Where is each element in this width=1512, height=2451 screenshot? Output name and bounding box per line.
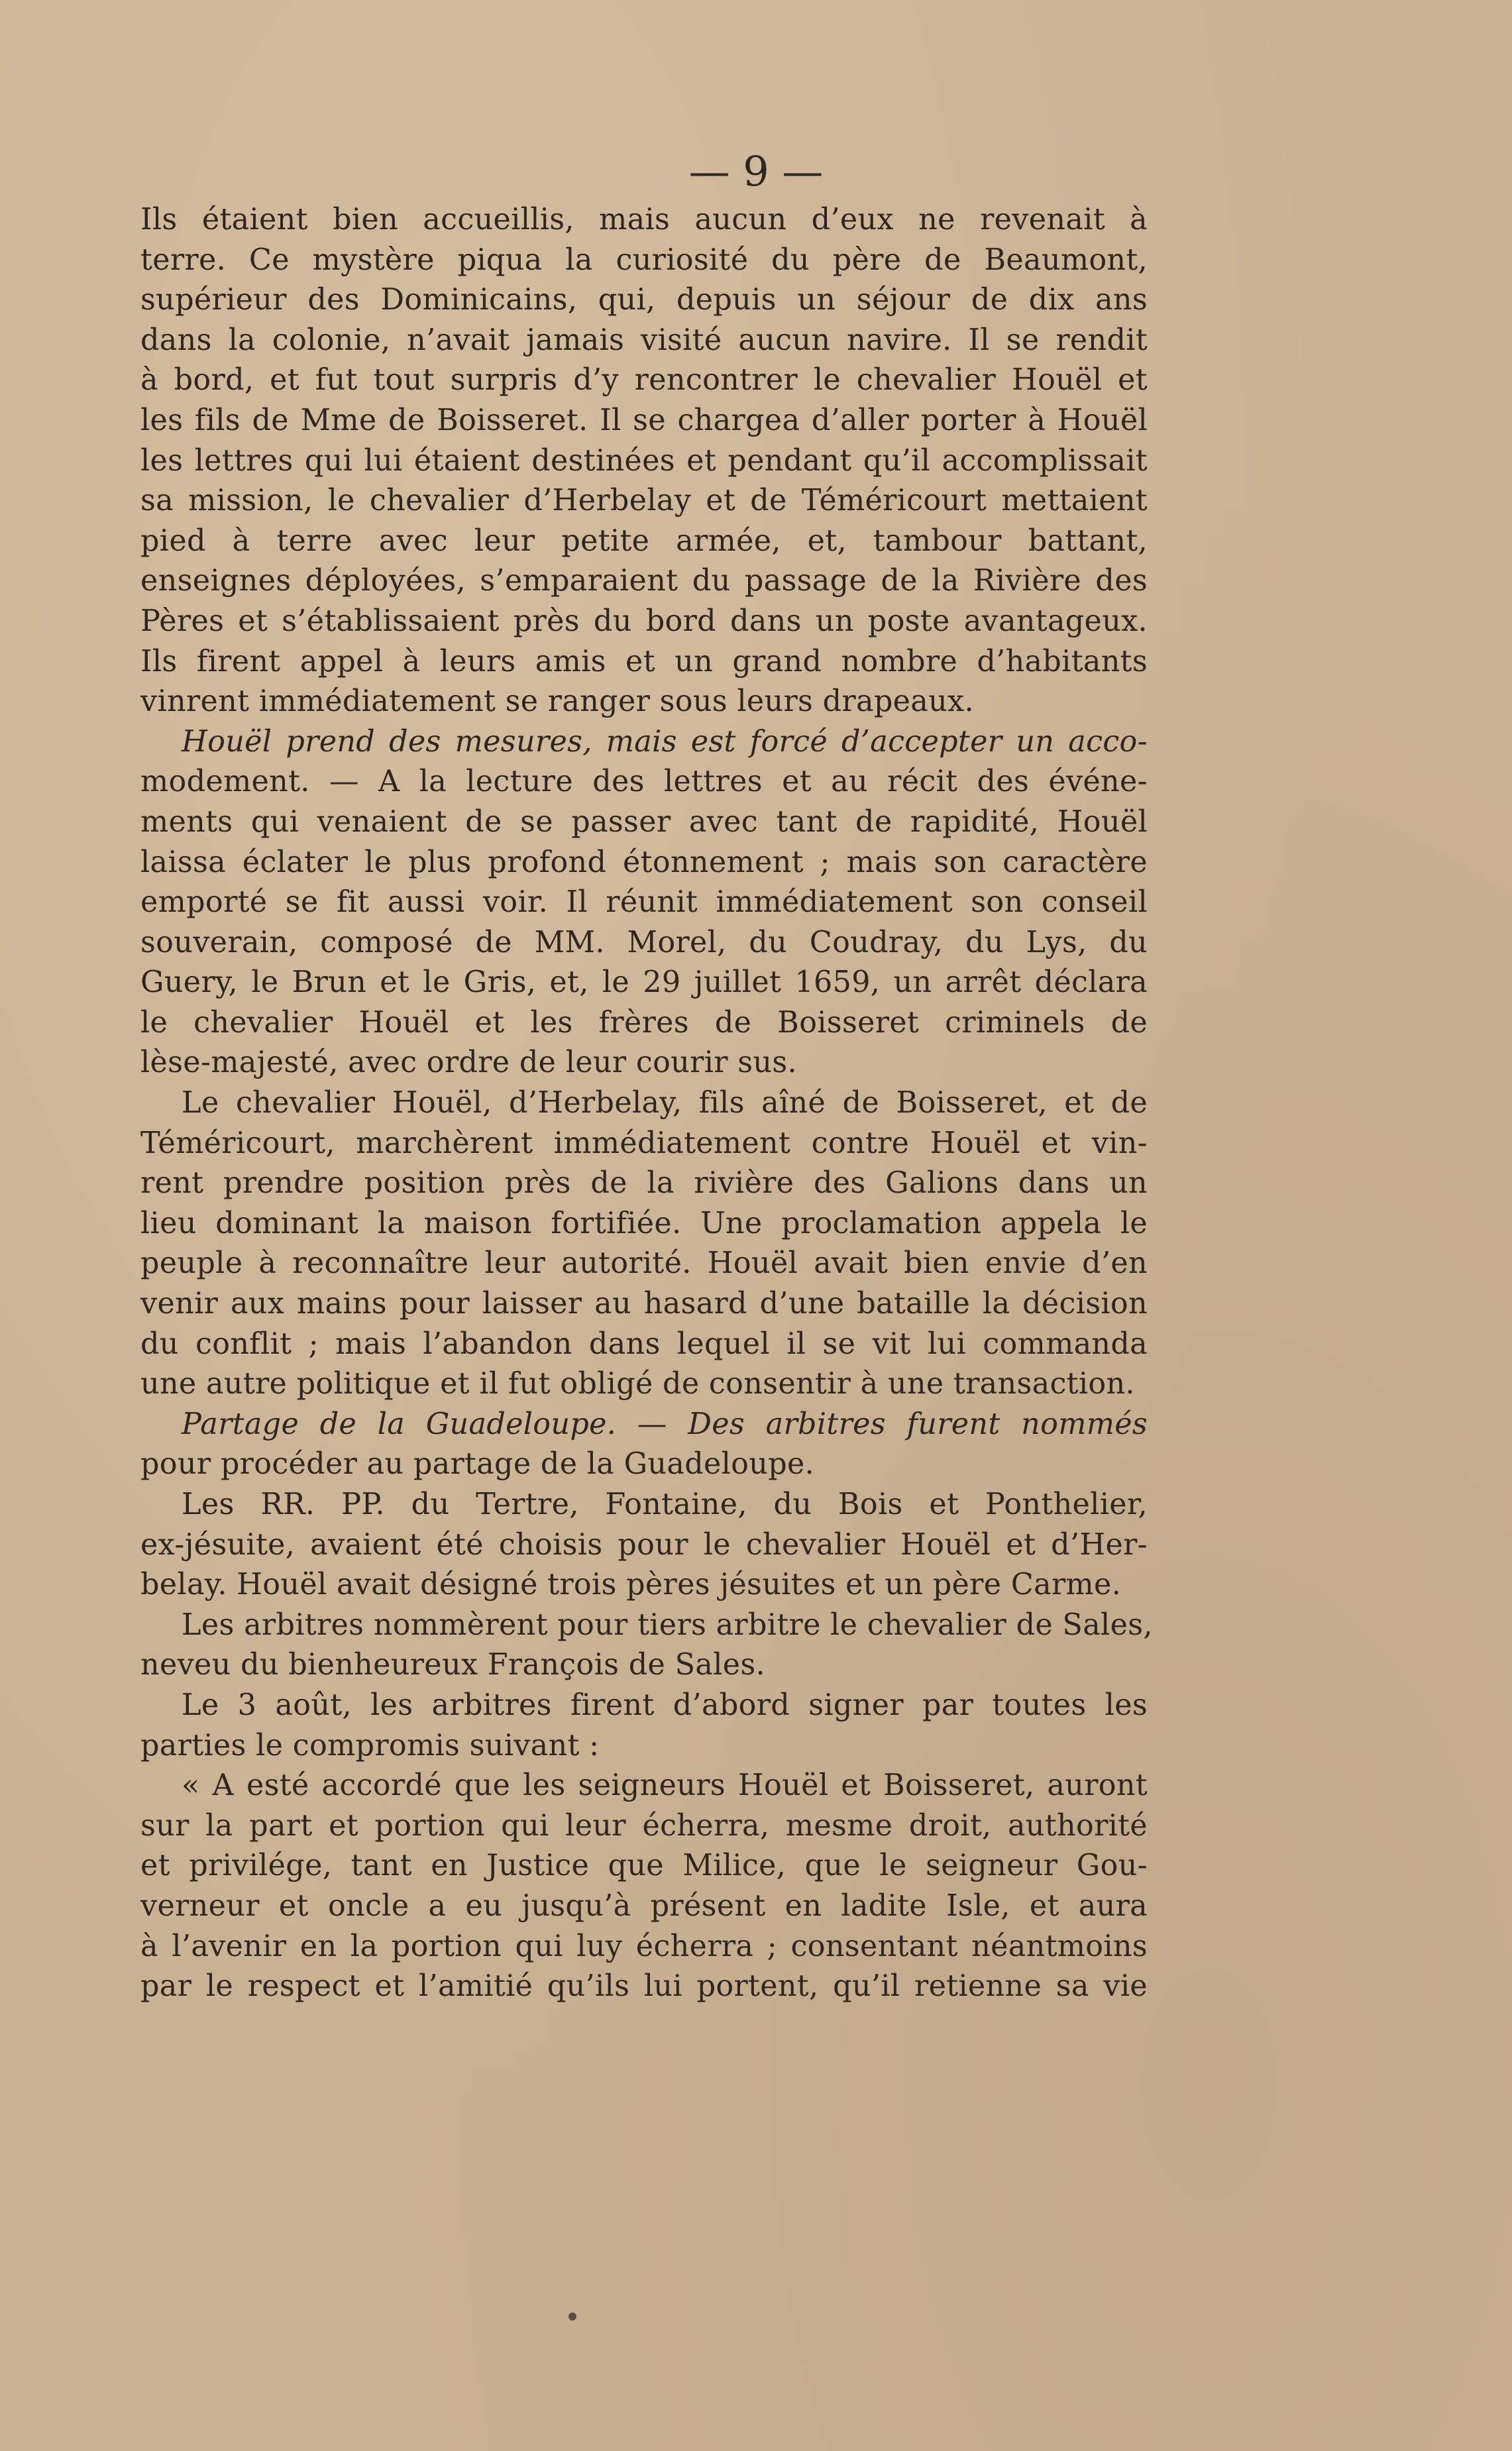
text-line: ex-jésuite, avaient été choisis pour le chevalier Houël et d’Her- xyxy=(140,1527,1148,1562)
text-line: le chevalier Houël et les frères de Boisseret criminels de xyxy=(140,1005,1148,1040)
page-number: — 9 — xyxy=(688,147,824,195)
text-line: Ils firent appel à leurs amis et un grand nombre d’habitants xyxy=(140,644,1148,679)
text-line: modement. — A la lecture des lettres et au récit des événe- xyxy=(140,765,1148,799)
text-line: neveu du bienheureux François de Sales. xyxy=(140,1648,765,1682)
text-line: pour procéder au partage de la Guadeloupe. xyxy=(140,1447,815,1482)
text-line: les fils de Mme de Boisseret. Il se chargea d’aller porter à Houël xyxy=(140,403,1148,437)
text-line: emporté se fit aussi voir. Il réunit immédiatement son conseil xyxy=(140,885,1148,920)
text-line: vinrent immédiatement se ranger sous leurs drapeaux. xyxy=(140,684,974,719)
text-line: Les arbitres nommèrent pour tiers arbitre le chevalier de Sales, xyxy=(182,1607,1153,1642)
text-line: une autre politique et il fut obligé de consentir à une transaction. xyxy=(140,1367,1135,1401)
text-line: pied à terre avec leur petite armée, et, tambour battant, xyxy=(140,523,1148,558)
text-line: parties le compromis suivant : xyxy=(140,1728,600,1763)
text-line: ments qui venaient de se passer avec tant de rapidité, Houël xyxy=(140,804,1148,839)
text-line: souverain, composé de MM. Morel, du Coudray, du Lys, du xyxy=(140,925,1148,959)
text-line: par le respect et l’amitié qu’ils lui portent, qu’il retienne sa vie xyxy=(140,1969,1148,2004)
text-line: enseignes déployées, s’emparaient du passage de la Rivière des xyxy=(140,564,1148,598)
text-line: du conflit ; mais l’abandon dans lequel il se vit lui commanda xyxy=(140,1327,1148,1361)
text-line: « A esté accordé que les seigneurs Houël et Boisseret, auront xyxy=(182,1769,1148,1803)
text-line: à bord, et fut tout surpris d’y rencontrer le chevalier Houël et xyxy=(140,363,1148,398)
ink-spot xyxy=(568,2313,576,2320)
text-line: dans la colonie, n’avait jamais visité aucun navire. Il se rendit xyxy=(140,323,1148,357)
text-line: Les RR. PP. du Tertre, Fontaine, du Bois et Ponthelier, xyxy=(182,1488,1148,1521)
text-line: sa mission, le chevalier d’Herbelay et de Téméricourt mettaient xyxy=(140,484,1148,518)
section-heading-line: Partage de la Guadeloupe. — Des arbitres furent nommés xyxy=(182,1407,1148,1441)
text-line: rent prendre position près de la rivière des Galions dans un xyxy=(140,1166,1148,1201)
text-line: Guery, le Brun et le Gris, et, le 29 juillet 1659, un arrêt déclara xyxy=(140,965,1148,1000)
text-line: lèse-majesté, avec ordre de leur courir sus. xyxy=(140,1046,797,1080)
text-line: belay. Houël avait désigné trois pères jésuites et un père Carme. xyxy=(140,1568,1122,1602)
text-line: venir aux mains pour laisser au hasard d’une bataille la décision xyxy=(140,1287,1148,1321)
text-line: peuple à reconnaître leur autorité. Houël avait bien envie d’en xyxy=(140,1246,1148,1281)
text-line: les lettres qui lui étaient destinées et pendant qu’il accomplissait xyxy=(140,443,1148,478)
text-line: Le 3 août, les arbitres firent d’abord signer par toutes les xyxy=(182,1688,1148,1722)
text-line: et privilége, tant en Justice que Milice, que le seigneur Gou- xyxy=(140,1849,1148,1883)
text-line: lieu dominant la maison fortifiée. Une proclamation appela le xyxy=(140,1206,1148,1240)
text-line: Téméricourt, marchèrent immédiatement contre Houël et vin- xyxy=(140,1126,1148,1160)
text-line: Pères et s’établissaient près du bord dans un poste avantageux. xyxy=(140,604,1148,638)
text-line: terre. Ce mystère piqua la curiosité du père de Beaumont, xyxy=(140,243,1148,277)
text-line: laissa éclater le plus profond étonnement ; mais son caractère xyxy=(140,845,1148,879)
text-line: sur la part et portion qui leur écherra, mesme droit, authorité xyxy=(140,1808,1148,1843)
body-text xyxy=(140,200,1153,2007)
text-line: Le chevalier Houël, d’Herbelay, fils aîné de Boisseret, et de xyxy=(182,1086,1148,1120)
text-line: supérieur des Dominicains, qui, depuis un séjour de dix ans xyxy=(140,283,1148,317)
section-heading-line: Houël prend des mesures, mais est forcé d’accepter un acco- xyxy=(182,724,1148,759)
text-line: à l’avenir en la portion qui luy écherra ; consentant néantmoins xyxy=(140,1929,1148,1963)
text-line: Ils étaient bien accueillis, mais aucun d’eux ne revenait à xyxy=(140,203,1148,237)
text-line: verneur et oncle a eu jusqu’à présent en ladite Isle, et aura xyxy=(140,1888,1148,1923)
